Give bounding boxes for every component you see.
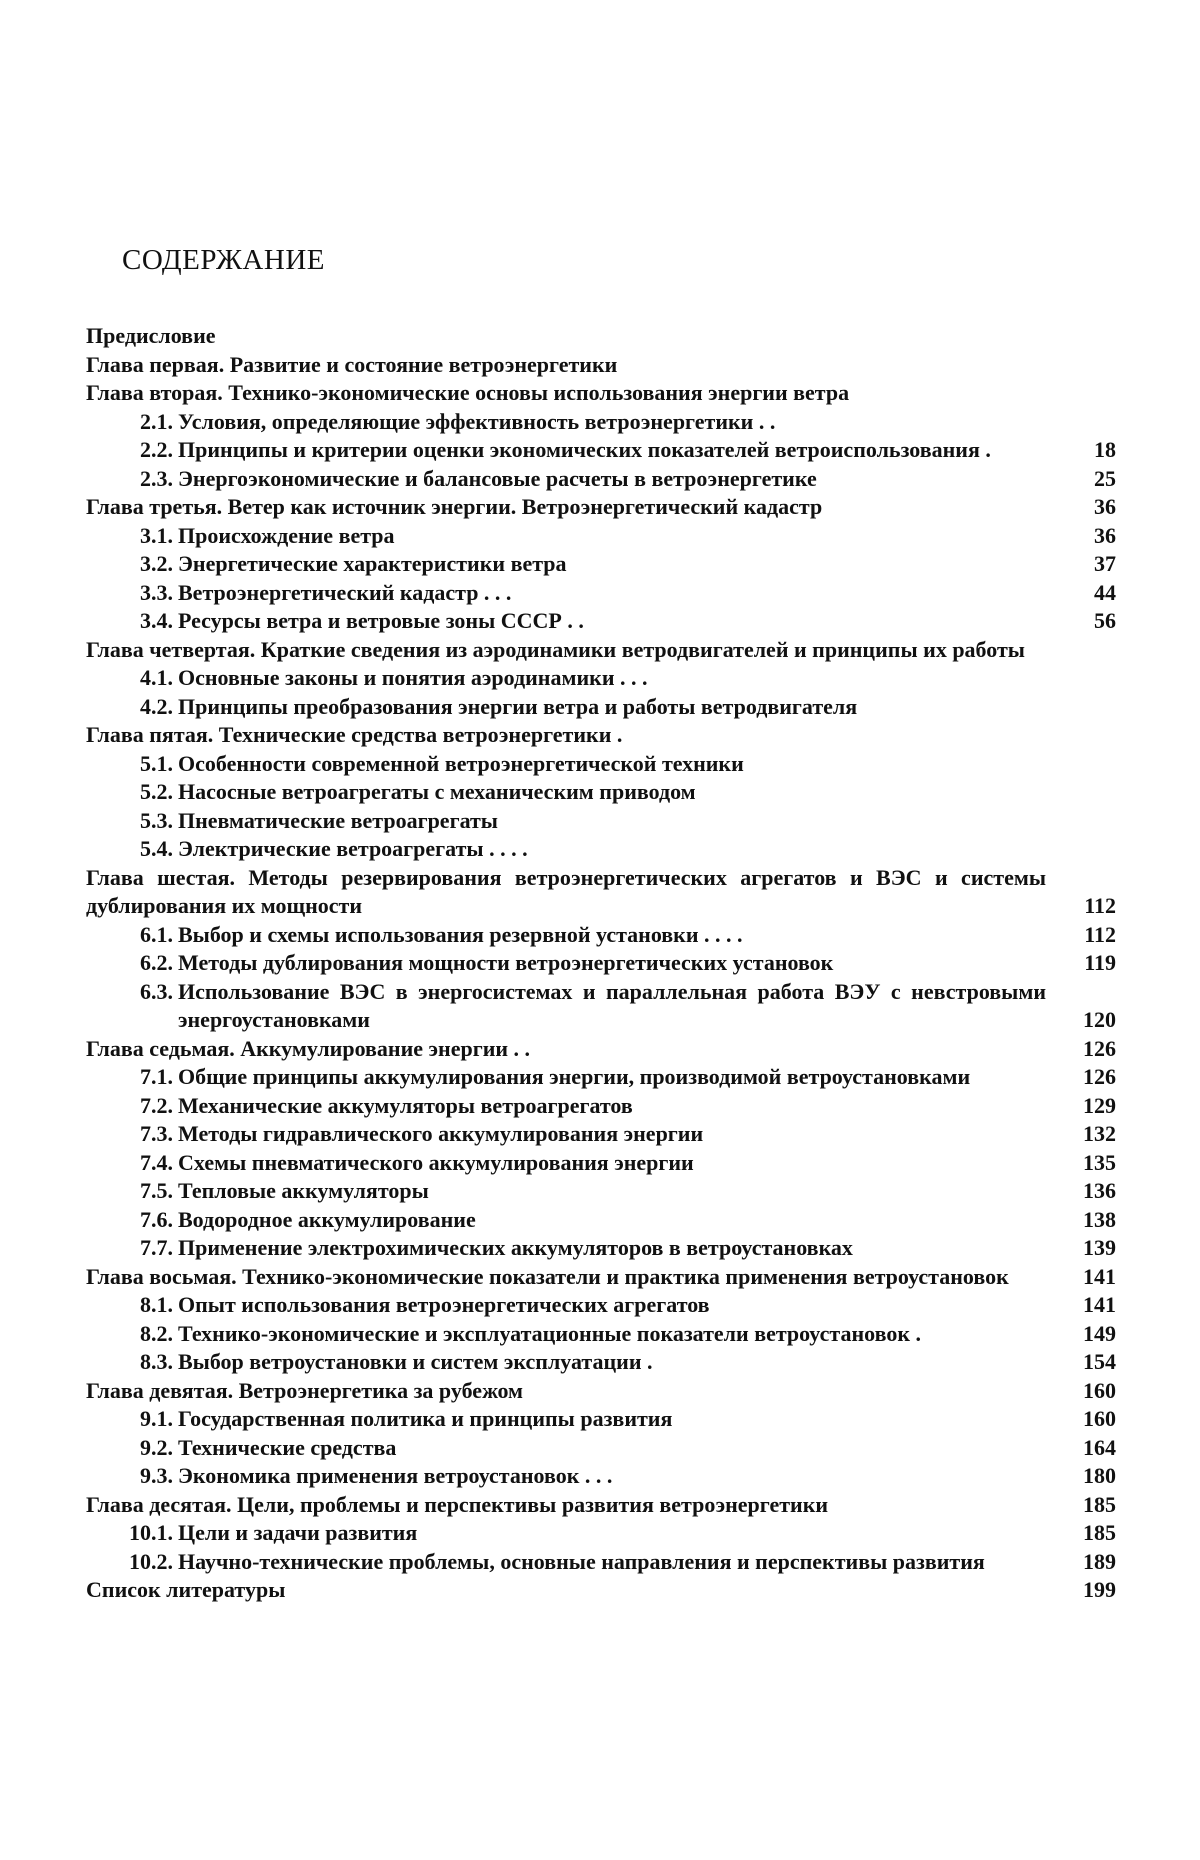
toc-entry-title: Особенности современной ветроэнергетической техники (178, 750, 744, 776)
toc-page-number: 126 (1083, 1035, 1116, 1061)
toc-section-entry (86, 550, 1116, 579)
toc-section-entry (86, 607, 1116, 636)
toc-entry-title: Методы дублирования мощности ветроэнергетических установок (178, 950, 834, 975)
toc-section-entry (86, 1063, 1116, 1092)
toc-section-entry (86, 1092, 1116, 1121)
toc-entry-title: Ресурсы ветра и ветровые зоны СССР . . (178, 608, 584, 633)
toc-entry-title: Технико-экономические и эксплуатационные показатели ветроустановок . (178, 1320, 922, 1346)
toc-entry-title: Энергетические характеристики ветра (178, 551, 567, 576)
toc-entry-number: 6.3. (140, 978, 173, 1004)
toc-page-number: 18 (1094, 437, 1116, 462)
toc-entry-number: 2.1. (140, 408, 173, 434)
toc-entry-title: Схемы пневматического аккумулирования энергии (178, 1149, 694, 1175)
toc-entry-number: 2.3. (140, 465, 173, 491)
toc-page-number: 119 (1084, 950, 1116, 975)
toc-page-number: 112 (1084, 921, 1116, 947)
toc-page-number: 132 (1083, 1121, 1116, 1146)
toc-page-number: 199 (1083, 1577, 1116, 1602)
toc-entry-number: 5.3. (140, 807, 173, 833)
page-title: СОДЕРЖАНИЕ (122, 244, 325, 276)
toc-section-entry (86, 1291, 1116, 1320)
toc-entry-title: Глава первая. Развитие и состояние ветроэнергетики (86, 351, 618, 377)
toc-entry-number: 5.1. (140, 750, 173, 776)
toc-page-number: 164 (1083, 1434, 1116, 1460)
toc-entry-number: 3.4. (140, 608, 173, 633)
toc-entry-title: Научно-технические проблемы, основные направления и перспективы развития (178, 1548, 985, 1574)
toc-chapter-entry (86, 1035, 1116, 1064)
toc-entry-number: 9.2. (140, 1434, 173, 1460)
toc-page-number: 141 (1083, 1263, 1116, 1289)
toc-page-number: 180 (1083, 1463, 1116, 1488)
toc-section-entry (86, 949, 1116, 978)
toc-section-entry (86, 465, 1116, 494)
toc-section-entry (86, 807, 1116, 836)
toc-entry-title: Использование ВЭС в энергосистемах и параллельная работа ВЭУ с невстровыми энергоустановками (178, 978, 1046, 1032)
toc-page-number: 141 (1083, 1292, 1116, 1317)
toc-entry-number: 8.1. (140, 1292, 173, 1317)
toc-entry-title: Водородное аккумулирование (178, 1206, 476, 1232)
toc-entry-number: 4.2. (140, 693, 173, 719)
toc-chapter-entry (86, 636, 1116, 665)
toc-entry-title: Глава третья. Ветер как источник энергии. Ветроэнергетический кадастр (86, 494, 823, 519)
toc-section-entry (86, 835, 1116, 864)
toc-entry-number: 9.3. (140, 1463, 173, 1488)
toc-chapter-entry (86, 1377, 1116, 1406)
toc-section-entry (86, 1548, 1116, 1577)
toc-entry-title: Насосные ветроагрегаты с механическим приводом (178, 779, 696, 804)
toc-section-entry (86, 436, 1116, 465)
toc-entry-title: Глава девятая. Ветроэнергетика за рубежом (86, 1377, 524, 1403)
toc-entry-number: 5.2. (140, 779, 173, 804)
toc-entry-title: Глава десятая. Цели, проблемы и перспективы развития ветроэнергетики (86, 1491, 829, 1517)
toc-entry-title: Глава четвертая. Краткие сведения из аэродинамики ветродвигателей и принципы их работы (86, 636, 1025, 662)
toc-entry-title: Технические средства (178, 1434, 397, 1460)
toc-entry-number: 7.3. (140, 1121, 173, 1146)
toc-entry-number: 2.2. (140, 437, 173, 462)
toc-chapter-entry (86, 1491, 1116, 1520)
toc-entry-title: Пневматические ветроагрегаты (178, 807, 498, 833)
toc-section-entry (86, 1149, 1116, 1178)
toc-section-entry (86, 921, 1116, 950)
toc-page-number: 189 (1083, 1548, 1116, 1574)
toc-entry-title: Экономика применения ветроустановок . . . (178, 1463, 613, 1488)
toc-page-number: 160 (1083, 1377, 1116, 1403)
toc-entry-number: 7.7. (140, 1235, 173, 1260)
toc-section-entry (86, 1206, 1116, 1235)
toc-entry-number: 3.3. (140, 579, 173, 605)
toc-section-entry (86, 408, 1116, 437)
toc-entry-title: Предисловие (86, 323, 216, 348)
toc-entry-title: Основные законы и понятия аэродинамики . . . (178, 665, 648, 690)
toc-page-number: 25 (1094, 465, 1116, 491)
toc-entry-number: 7.4. (140, 1149, 173, 1175)
toc-page-number: 138 (1083, 1206, 1116, 1232)
toc-chapter-entry (86, 322, 1116, 351)
toc-page-number: 120 (1083, 1007, 1116, 1032)
toc-page-number: 112 (1084, 893, 1116, 918)
toc-entry-number: 9.1. (140, 1406, 173, 1431)
toc-entry-number: 6.2. (140, 950, 173, 975)
toc-section-entry (86, 664, 1116, 693)
toc-entry-number: 7.1. (140, 1064, 173, 1089)
toc-page-number: 154 (1083, 1349, 1116, 1374)
toc-entry-title: Методы гидравлического аккумулирования энергии (178, 1121, 704, 1146)
toc-section-entry (86, 778, 1116, 807)
toc-entry-title: Электрические ветроагрегаты . . . . (178, 836, 528, 861)
toc-entry-title: Общие принципы аккумулирования энергии, производимой ветроустановками (178, 1064, 971, 1089)
toc-section-entry (86, 522, 1116, 551)
toc-entry-title: Тепловые аккумуляторы (178, 1178, 429, 1203)
toc-section-entry (86, 1462, 1116, 1491)
toc-entry-title: Опыт использования ветроэнергетических агрегатов (178, 1292, 710, 1317)
toc-page-number: 126 (1083, 1064, 1116, 1089)
toc-entry-number: 7.6. (140, 1206, 173, 1232)
toc-section-entry (86, 1405, 1116, 1434)
toc-page-number: 185 (1083, 1491, 1116, 1517)
toc-chapter-entry (86, 1263, 1116, 1292)
toc-chapter-entry (86, 721, 1116, 750)
toc-section-entry (86, 750, 1116, 779)
toc-entry-title: Принципы преобразования энергии ветра и работы ветродвигателя (178, 693, 858, 719)
toc-entry-title: Механические аккумуляторы ветроагрегатов (178, 1092, 633, 1118)
table-of-contents (86, 322, 1116, 1605)
toc-section-entry (86, 579, 1116, 608)
toc-entry-number: 7.2. (140, 1092, 173, 1118)
toc-page-number: 56 (1094, 608, 1116, 633)
toc-entry-number: 6.1. (140, 921, 173, 947)
toc-entry-title: Принципы и критерии оценки экономических показателей ветроиспользования . (178, 437, 991, 462)
toc-page-number: 136 (1083, 1178, 1116, 1203)
toc-entry-title: Глава шестая. Методы резервирования ветроэнергетических агрегатов и ВЭС и системы дублирования их мощности (86, 864, 1046, 918)
toc-entry-title: Список литературы (86, 1577, 286, 1602)
toc-page-number: 44 (1094, 579, 1116, 605)
toc-page-number: 149 (1083, 1320, 1116, 1346)
toc-chapter-entry (86, 1576, 1116, 1605)
toc-section-entry (86, 978, 1116, 1035)
toc-page-number: 139 (1083, 1235, 1116, 1260)
toc-page-number: 36 (1094, 522, 1116, 548)
toc-entry-title: Происхождение ветра (178, 522, 395, 548)
toc-page-number: 37 (1094, 551, 1116, 576)
toc-entry-title: Применение электрохимических аккумуляторов в ветроустановках (178, 1235, 853, 1260)
toc-entry-number: 4.1. (140, 665, 173, 690)
toc-entry-number: 8.3. (140, 1349, 173, 1374)
toc-section-entry (86, 1234, 1116, 1263)
toc-entry-title: Глава вторая. Технико-экономические основы использования энергии ветра (86, 380, 850, 405)
toc-entry-title: Энергоэкономические и балансовые расчеты в ветроэнергетике (178, 465, 817, 491)
toc-chapter-entry (86, 493, 1116, 522)
toc-entry-title: Ветроэнергетический кадастр . . . (178, 579, 512, 605)
toc-entry-number: 7.5. (140, 1178, 173, 1203)
toc-entry-title: Цели и задачи развития (178, 1520, 418, 1545)
toc-section-entry (86, 693, 1116, 722)
toc-entry-title: Глава седьмая. Аккумулирование энергии . . (86, 1035, 531, 1061)
toc-section-entry (86, 1434, 1116, 1463)
toc-chapter-entry (86, 351, 1116, 380)
toc-section-entry (86, 1177, 1116, 1206)
toc-entry-title: Выбор и схемы использования резервной установки . . . . (178, 921, 743, 947)
toc-entry-number: 10.1. (129, 1520, 173, 1545)
toc-chapter-entry (86, 379, 1116, 408)
toc-entry-title: Глава пятая. Технические средства ветроэнергетики . (86, 722, 623, 747)
toc-entry-title: Выбор ветроустановки и систем эксплуатации . (178, 1349, 653, 1374)
toc-section-entry (86, 1348, 1116, 1377)
toc-section-entry (86, 1320, 1116, 1349)
toc-entry-number: 3.1. (140, 522, 173, 548)
toc-page-number: 129 (1083, 1092, 1116, 1118)
toc-page-number: 185 (1083, 1520, 1116, 1545)
toc-chapter-entry (86, 864, 1116, 921)
toc-entry-title: Условия, определяющие эффективность ветроэнергетики . . (178, 408, 776, 434)
toc-entry-number: 8.2. (140, 1320, 173, 1346)
toc-section-entry (86, 1120, 1116, 1149)
toc-page-number: 135 (1083, 1149, 1116, 1175)
toc-page-number: 36 (1094, 494, 1116, 519)
toc-entry-number: 3.2. (140, 551, 173, 576)
toc-entry-number: 5.4. (140, 836, 173, 861)
toc-entry-title: Глава восьмая. Технико-экономические показатели и практика применения ветроустановок (86, 1263, 1009, 1289)
toc-section-entry (86, 1519, 1116, 1548)
toc-page-number: 160 (1083, 1406, 1116, 1431)
toc-entry-title: Государственная политика и принципы развития (178, 1406, 673, 1431)
toc-entry-number: 10.2. (129, 1548, 173, 1574)
